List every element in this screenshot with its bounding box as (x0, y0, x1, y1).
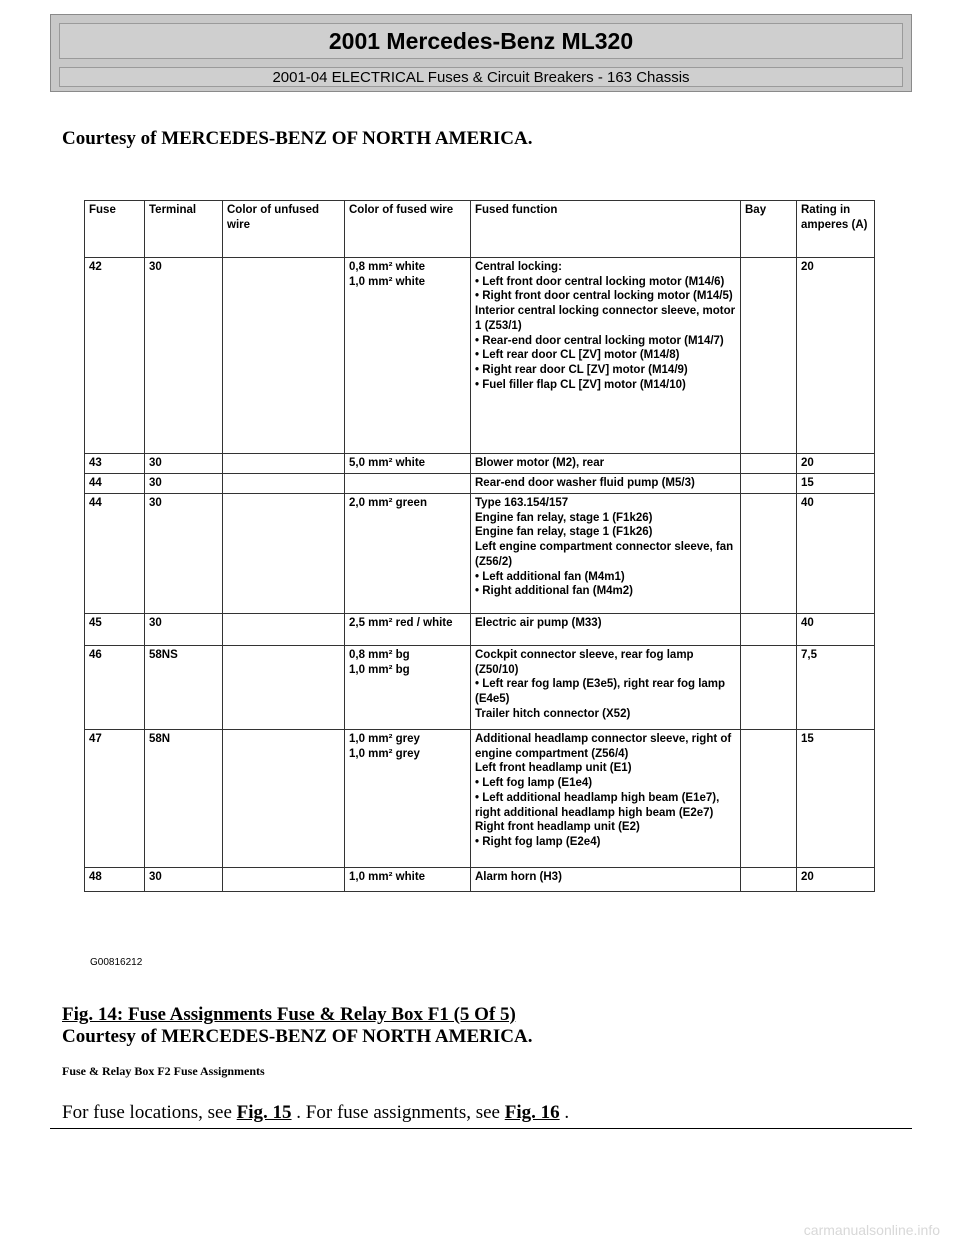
cell-rating: 15 (797, 474, 875, 494)
cell-fuse: 44 (85, 494, 145, 614)
cell-fuse: 45 (85, 614, 145, 646)
header-subtitle-box (59, 67, 903, 87)
cell-terminal: 30 (145, 494, 223, 614)
table-header-row (85, 201, 875, 258)
para-text-3: . (559, 1102, 570, 1123)
cell-rating: 15 (797, 730, 875, 868)
table-row (85, 730, 875, 868)
cell-bay (741, 646, 797, 730)
cell-unfused-wire (223, 646, 345, 730)
fuse-table-figure (84, 200, 874, 940)
table-row (85, 258, 875, 454)
cell-fuse: 44 (85, 474, 145, 494)
cell-bay (741, 730, 797, 868)
cell-fused-function: Additional headlamp connector sleeve, right of engine compartment (Z56/4) Left front headlamp unit (E1) • Left fog lamp (E1e4) • Left additional headlamp high beam (E1e7), right additional headlamp high beam (E2e7) Right front headlamp unit (E2) • Right fog lamp (E2e4) (471, 730, 741, 868)
col-header-rating: Rating in amperes (A) (797, 201, 875, 258)
page-bottom-rule (50, 1128, 912, 1129)
cell-fused-function: Alarm horn (H3) (471, 868, 741, 892)
cell-unfused-wire (223, 730, 345, 868)
cell-fused-function: Blower motor (M2), rear (471, 454, 741, 474)
table-body (85, 258, 875, 892)
cell-fused-function: Rear-end door washer fluid pump (M5/3) (471, 474, 741, 494)
cell-fused-function: Central locking: • Left front door central locking motor (M14/6) • Right front door central locking motor (M14/5) Interior central locking connector sleeve, motor 1 (Z53/1) • Rear-end door central locking motor (M14/7) • Left rear door CL [ZV] motor (M14/8) • Right rear door CL [ZV] motor (M14/9) • Fuel filler flap CL [ZV] motor (M14/10) (471, 258, 741, 454)
cell-unfused-wire (223, 868, 345, 892)
cell-unfused-wire (223, 494, 345, 614)
col-header-fused-function: Fused function (471, 201, 741, 258)
para-text-2: . For fuse assignments, see (291, 1102, 505, 1123)
cell-terminal: 30 (145, 258, 223, 454)
figure-code: G00816212 (90, 957, 143, 968)
header-title: 2001 Mercedes-Benz ML320 (328, 27, 634, 54)
cell-fused-function: Cockpit connector sleeve, rear fog lamp (Z50/10) • Left rear fog lamp (E3e5), right rear fog lamp (E4e5) Trailer hitch connector (X52) (471, 646, 741, 730)
figure-caption-link[interactable]: Fig. 14: Fuse Assignments Fuse & Relay Box F1 (5 Of 5) (62, 1004, 516, 1025)
section-heading: Fuse & Relay Box F2 Fuse Assignments (62, 1064, 265, 1078)
cell-fuse: 47 (85, 730, 145, 868)
table-row (85, 646, 875, 730)
col-header-unfused-wire: Color of unfused wire (223, 201, 345, 258)
document-header (50, 14, 912, 92)
cell-fused-wire: 5,0 mm² white (345, 454, 471, 474)
courtesy-note-top: Courtesy of MERCEDES-BENZ OF NORTH AMERICA. (62, 128, 533, 149)
header-title-box (59, 23, 903, 59)
cell-fused-wire: 1,0 mm² white (345, 868, 471, 892)
table-row (85, 474, 875, 494)
cell-terminal: 58N (145, 730, 223, 868)
cell-bay (741, 614, 797, 646)
cell-rating: 20 (797, 868, 875, 892)
col-header-bay: Bay (741, 201, 797, 258)
fig-16-link[interactable]: Fig. 16 (504, 1102, 560, 1123)
cell-unfused-wire (223, 454, 345, 474)
cell-rating: 7,5 (797, 646, 875, 730)
cell-fused-wire: 2,0 mm² green (345, 494, 471, 614)
cell-fuse: 46 (85, 646, 145, 730)
col-header-fuse: Fuse (85, 201, 145, 258)
fuse-assignment-table (84, 200, 875, 892)
cell-fused-wire (345, 474, 471, 494)
cell-terminal: 58NS (145, 646, 223, 730)
figure-caption (62, 1004, 516, 1026)
body-paragraph (62, 1102, 569, 1124)
cell-fused-function: Electric air pump (M33) (471, 614, 741, 646)
cell-fused-function: Type 163.154/157 Engine fan relay, stage 1 (F1k26) Engine fan relay, stage 1 (F1k26) Left engine compartment connector sleeve, fan (Z56/2) • Left additional fan (M4m1) • Right additional fan (M4m2) (471, 494, 741, 614)
col-header-fused-wire: Color of fused wire (345, 201, 471, 258)
table-row (85, 494, 875, 614)
cell-fuse: 48 (85, 868, 145, 892)
cell-fused-wire: 0,8 mm² white 1,0 mm² white (345, 258, 471, 454)
table-row (85, 614, 875, 646)
cell-fuse: 43 (85, 454, 145, 474)
cell-fuse: 42 (85, 258, 145, 454)
cell-rating: 20 (797, 454, 875, 474)
cell-unfused-wire (223, 258, 345, 454)
cell-terminal: 30 (145, 454, 223, 474)
cell-rating: 40 (797, 614, 875, 646)
cell-bay (741, 494, 797, 614)
para-text-1: For fuse locations, see (62, 1102, 237, 1123)
cell-fused-wire: 1,0 mm² grey 1,0 mm² grey (345, 730, 471, 868)
watermark: carmanualsonline.info (803, 1222, 940, 1238)
cell-terminal: 30 (145, 614, 223, 646)
cell-bay (741, 454, 797, 474)
cell-rating: 20 (797, 258, 875, 454)
cell-fused-wire: 2,5 mm² red / white (345, 614, 471, 646)
cell-bay (741, 258, 797, 454)
cell-unfused-wire (223, 614, 345, 646)
cell-bay (741, 474, 797, 494)
fig-15-link[interactable]: Fig. 15 (236, 1102, 292, 1123)
courtesy-note-bottom: Courtesy of MERCEDES-BENZ OF NORTH AMERICA. (62, 1026, 533, 1047)
table-row (85, 868, 875, 892)
cell-terminal: 30 (145, 868, 223, 892)
table-row (85, 454, 875, 474)
cell-terminal: 30 (145, 474, 223, 494)
cell-fused-wire: 0,8 mm² bg 1,0 mm² bg (345, 646, 471, 730)
cell-unfused-wire (223, 474, 345, 494)
col-header-terminal: Terminal (145, 201, 223, 258)
cell-bay (741, 868, 797, 892)
header-subtitle: 2001-04 ELECTRICAL Fuses & Circuit Breakers - 163 Chassis (272, 68, 690, 86)
cell-rating: 40 (797, 494, 875, 614)
